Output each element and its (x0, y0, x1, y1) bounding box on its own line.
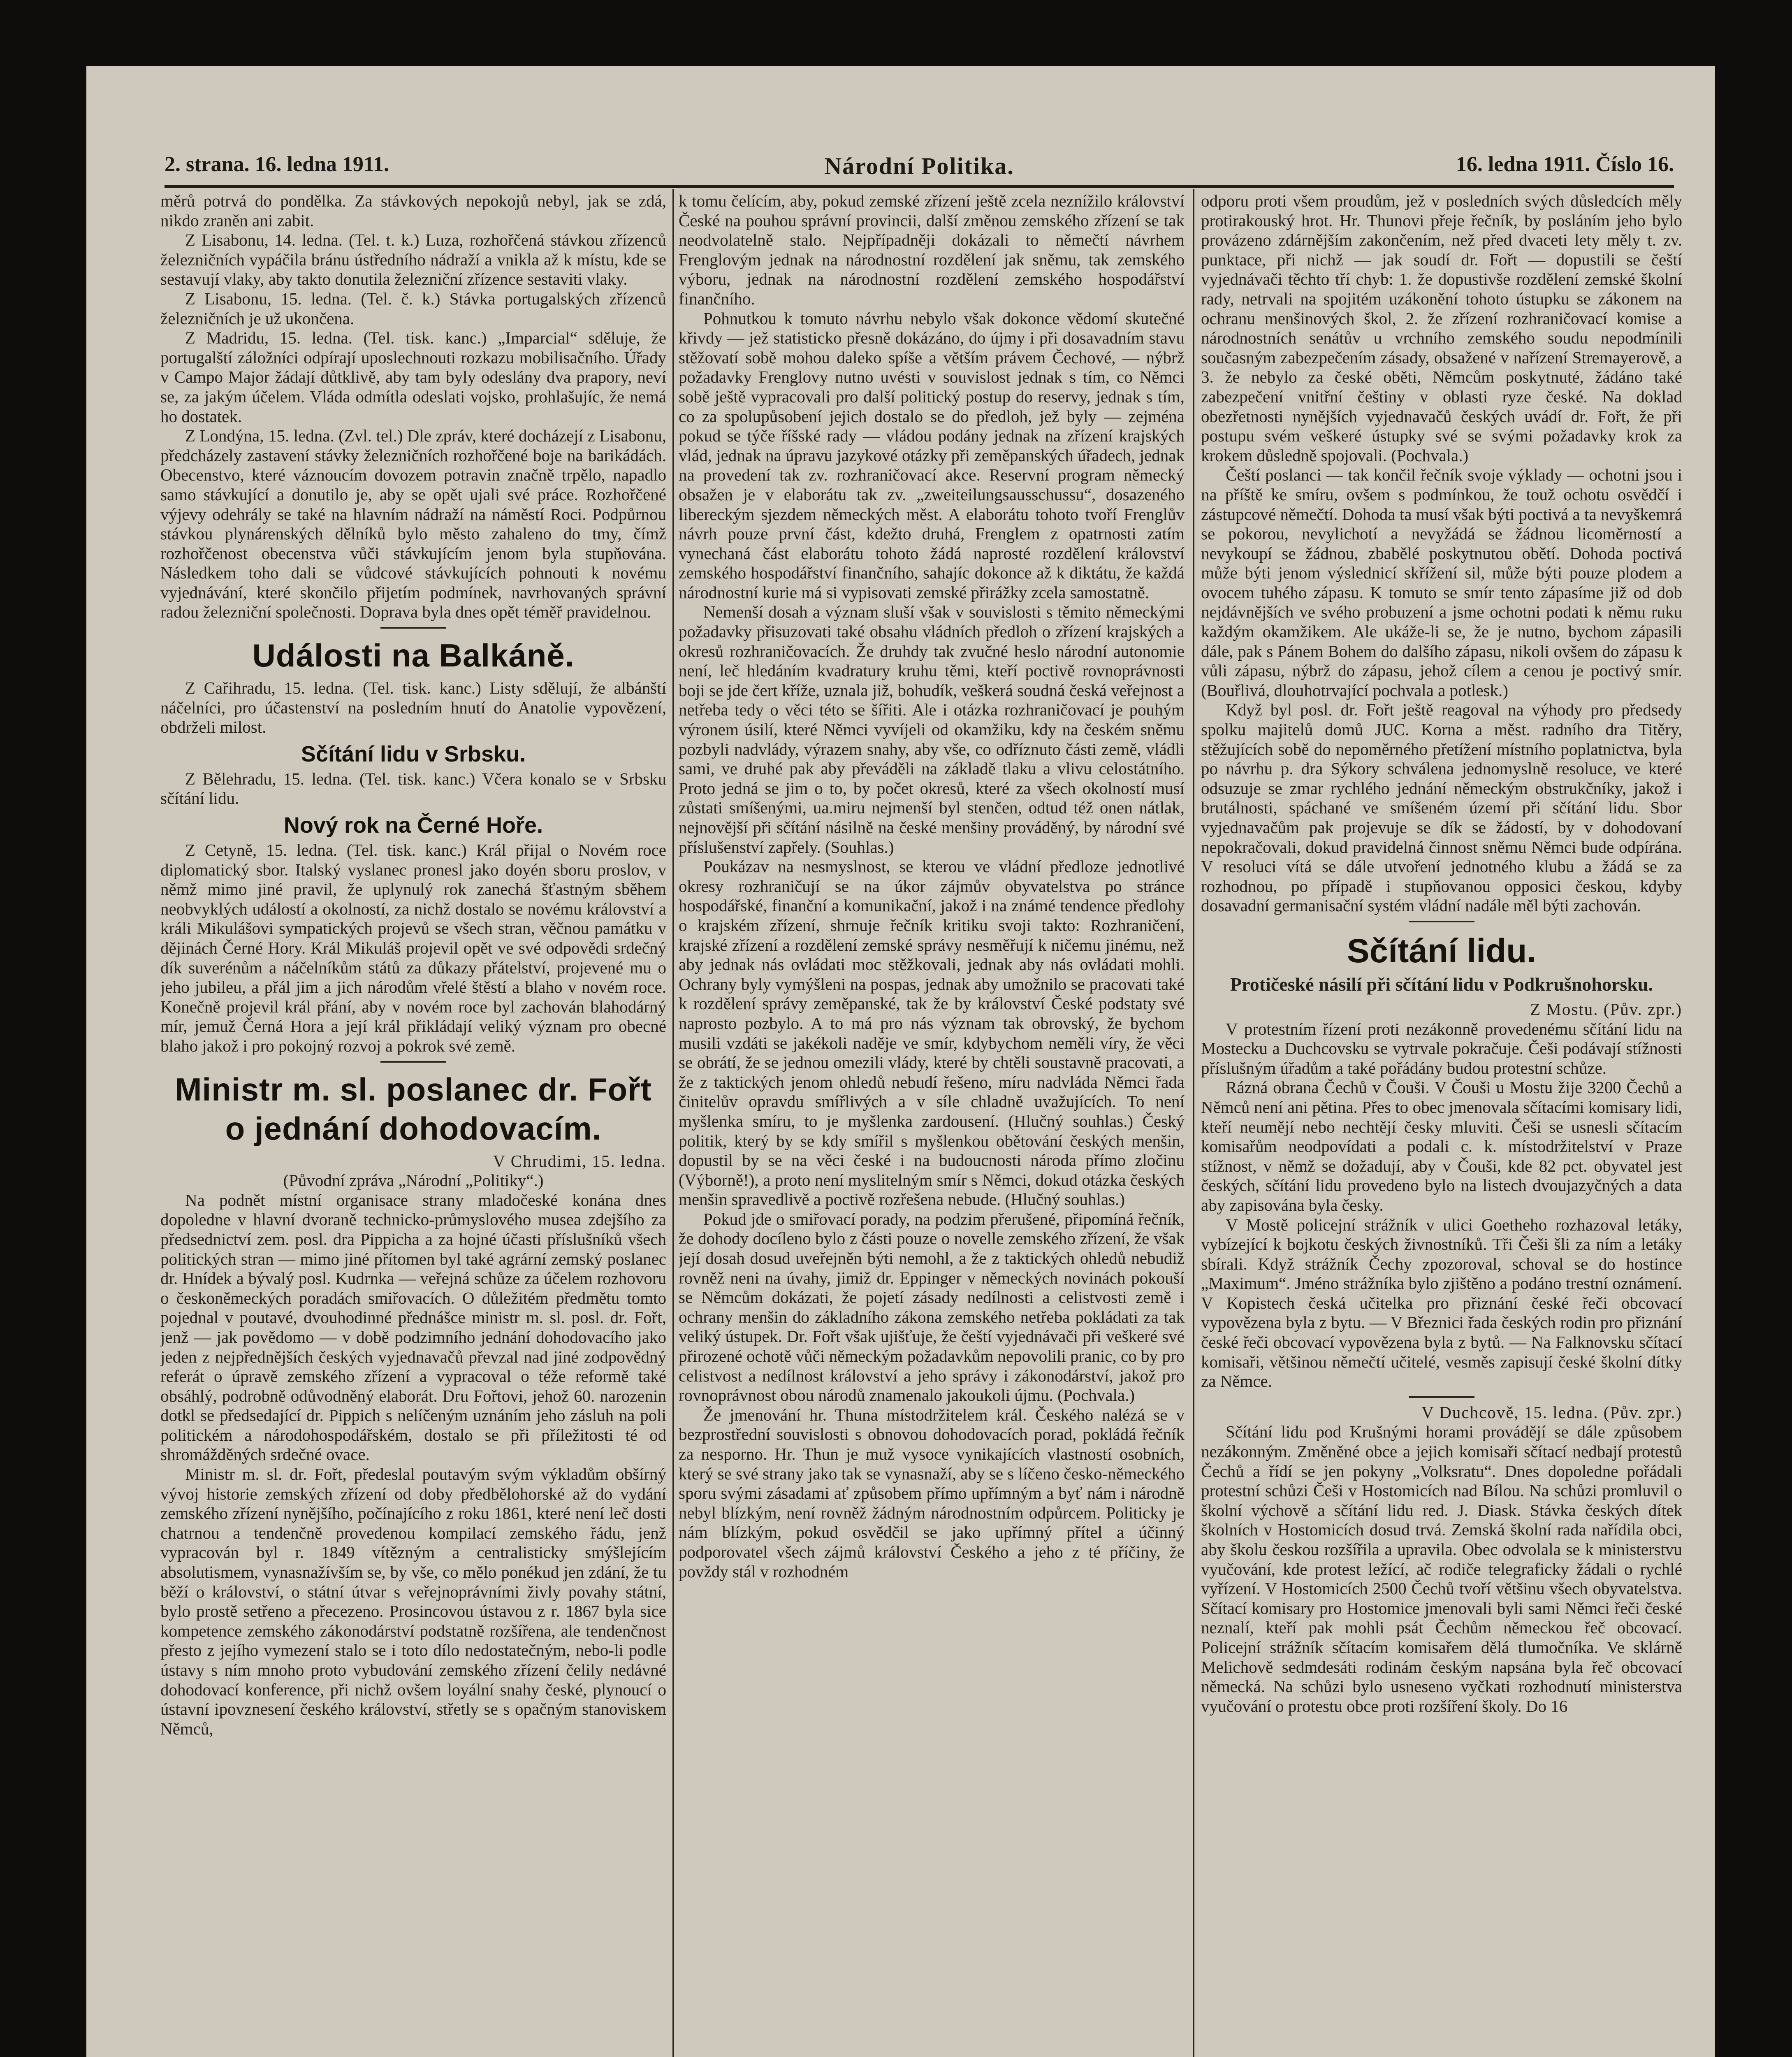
article-paragraph: měrů potrvá do pondělka. Za stávkových nepokojů nebyl, jak se zdá, nikdo zraněn ani zabit. (160, 191, 666, 230)
article-paragraph: Z Londýna, 15. ledna. (Zvl. tel.) Dle zpráv, které docházejí z Lisabonu, předcházely zastavení stávky železničních rozhořčené boje na barikádách. Obecenstvo, které váznoucím dovozem potravin značně trpělo, napadlo samo stávkující a donutilo je, aby se opět ujali své práce. Rozhořčené výjevy odehrály se také na hlavním nádraží na náměstí Roci. Podpůrnou stávkou plynárenských dělníků bylo město zahaleno do tmy, čímž rozhořčenost obecenstva vůči stávkujícím jenom byla stupňována. Následkem toho dali se vůdcové stávkujících pohnouti k novému vyjednávání, které skončilo přijetím podmínek, navrhovaných správní radou železniční společnosti. Doprava byla dnes opět téměř pravidelnou. (160, 426, 666, 622)
column-divider (672, 189, 674, 2057)
section-divider (380, 1061, 446, 1063)
article-paragraph: Nemenší dosah a význam sluší však v souvislosti s těmito německými požadavky přisuzovati také obsahu vládních předloh o zřízení krajských a okresů rozhraničovacích. Že druhdy tak zvučné heslo národní autonomie není, leč hledáním kvadratury kruhu těmi, kteří poctivě rovnoprávnosti boji se jde čert kříže, uznala již, bohudík, veškerá soudná česká veřejnost a netřeba tedy o věci této se šířiti. Ale i otázka rozhraničovací je pouhým výronem úsilí, které Němci vyvíjeli od okamžiku, kdy na českém sněmu pozbyli nadvlády, výrazem snahy, aby vše, co odříznuto části země, vládli sami, ve druhé pak aby převáděli na základě tlaku a vlivu celostátního. Proto jedná se jim o to, by počet okresů, které za všech okolností musí zůstati smíšenými, ua.miru nejmenší byl stenčen, odtud též onen nátlak, nejnovější při sčítání násilně na české menšiny prováděný, by národní své příslušenství zapřely. (Souhlas.) (679, 602, 1185, 857)
newspaper-page (86, 66, 1715, 2057)
article-paragraph: Když byl posl. dr. Fořt ještě reagoval na výhody pro předsedy spolku majitelů domů JUC. Korna a měst. radního dra Titěry, stěžujících sobě do nepoměrného přetížení místního poplatnictva, byla po návrhu p. dra Sýkory schválena jednomyslně resoluce, ve které odsuzuje se zmar rychlého jednání německým obstrukčníky, jakož i brutálnosti, spáchané ve smíšeném území při sčítání lidu. Sbor vyjednavačům pak projevuje se dík se žádostí, by v dohodovaní nepokračovali, dokud pravidelná činnost sněmu Němci bude odpírána. V resoluci vítá se dále utvoření jednotného klubu a žádá se za rozhodnou, po případě i stupňovanou opposici českou, kdyby dosavadní germanisační systém vládní nadále měl býti zachován. (1201, 700, 1682, 915)
article-paragraph: Sčítání lidu pod Krušnými horami provádějí se dále způsobem nezákonným. Změněné obce a jejich komisaři sčítací nedbají protestů Čechů a řídí se jen pokyny „Volksratu“. Dnes dopoledne pořádali protestní schůzi Češi v Hostomicích nad Bílou. Na schůzi promluvil o školní výchově a sčítání lidu red. J. Diask. Stávka českých dítek školních v Hostomicích dosud trvá. Zemská školní rada nařídila obci, aby školu českou rozšířila a upravila. Obec odvolala se k ministerstvu vyučování, kde protest ležící, ač rodiče telegraficky žádali o rychlé vyřízení. V Hostomicích 2500 Čechů tvoří většinu všech obyvatelstva. Sčítací komisary pro Hostomice jmenovali byli sami Němci řeči české neznalí, kteří pak mohli psát Čechům německou řeč obcovací. Policejní strážník sčítacím komisařem dělá tlumočníka. Ve sklárně Melichově sedmdesáti rodinám českým napsána byla řeč obcovací německá. Na schůzi bylo usneseno vyčkati rozhodnutí ministerstva vyučování o protestu obce proti rozšíření školy. Do 16 (1201, 1422, 1682, 1716)
header-page-date: 2. strana. 16. ledna 1911. (165, 153, 389, 176)
subheading-cerna-hora: Nový rok na Černé Hoře. (283, 813, 543, 838)
article-paragraph: Z Cařihradu, 15. ledna. (Tel. tisk. kanc.) Listy sdělují, že albánští náčelníci, pro účastenství na posledním hnutí do Anatolie vypovězení, obdrželi milost. (160, 678, 666, 737)
article-paragraph: Z Lisabonu, 15. ledna. (Tel. č. k.) Stávka portugalských zřízenců železničních je už ukončena. (160, 289, 666, 328)
section-heading-scitani: Sčítání lidu. (1347, 932, 1537, 970)
article-headline-ministr: Ministr m. sl. poslanec dr. Fořt o jednání dohodovacím. (175, 1071, 652, 1147)
article-paragraph: Poukázav na nesmyslnost, se kterou ve vládní předloze jednotlivé okresy rozhraničují se na úkor zájmův obyvatelstva po stránce hospodářské, finanční a komunikační, jakož i na známé tendence předlohy o krajském zřízení, shrnuje řečník kritiku svoji takto: Rozhraničení, krajské zřízení a rozdělení zemské správy nesměřují k ničemu jinému, než aby jednak nás ovládati moc stěžkovali, jednak aby nás ovládati mohli. Ochrany byly vymýšleni na pospas, jednak aby umožnilo se pracovati také k rozdělení správy zeměpanské, tak že by království České podstaty své naprosto pozbylo. A to má pro nás význam tak obrovský, že bychom musili vzdáti se jakékoli naděje ve smír, kdybychom neměli víry, že věci se obrátí, že se jednou omezili vlády, které by chtěli soustavně pracovati, a že z taktických jenom ohledů nebudí řešeno, míru nadvláda Němci řada činitelův opravdu smířlivých a v síle chladně uvažujících. To není myšlenka smíru, to je myšlenka zardousení. (Hlučný souhlas.) Český politik, který by se kdy smířil s myšlenkou obětování českých menšin, dopustil by se na věci české i na budoucnosti národa přímo zločinu (Výborně!), a proto není myslitelným smír s Němci, dokud otázka českých menšin spravedlivě a poctivě rozřešena nebude. (Hlučný souhlas.) (679, 857, 1185, 1209)
column-2 (679, 191, 1185, 2057)
article-paragraph: Pokud jde o smiřovací porady, na podzim přerušené, připomíná řečník, že dohody docíleno bylo z části pouze o novelle zemského zřízení, že však její dosah dosud uveřejněn býti nemohl, a že z taktických ohledů nebudiž rovněž neni na úvahy, jimiž dr. Eppinger v německých novinách pokouší se Němcům dokázati, že pojetí zásady nedílnosti a celistvosti země i ochrany menšin do základního zákona zemského netřeba pokládati za tak veliký ústupek. Dr. Fořt však ujišťuje, že čeští vyjednávači při veškeré své přirozené ochotě vůči německým požadavkům nepovolili pranic, co by pro celistvost a nedílnost království a jeho správy i zákonodárství, jakož pro rovnoprávnost obou národů znamenalo jakoukoli újmu. (Pochvala.) (679, 1209, 1185, 1405)
article-paragraph: Pohnutkou k tomuto návrhu nebylo však dokonce vědomí skutečné křivdy — jež statisticko přesně dokázáno, do újmy i při dosavadním stavu stěžovatí sobě mohou daleko spíše a větším právem Čechové, — nýbrž požadavky Frenglovy nutno uvésti v souvislost jednak s tím, co Němci sobě ještě vypracovali pro další politický postup do reservy, jednak s tím, co za spolupůsobení jejich dostalo se do předloh, jež byly — zejména pokud se týče říšské rady — vládou podány jednak na zřízení krajských vlád, jednak na úpravu jazykové otázky při zeměpanských úřadech, jednak na provedení tak zv. rozhraničovací akce. Reservní program německý obsažen je v elaborátu tak zv. „zweiteilungsausschussu“, dosazeného libereckým sjezdem německých měst. A elaborátu tohoto tvoří Frenglův návrh pouze první část, kdežto druhá, Frenglem z opatrnosti zatím vynechaná část elaborátu tohoto žádá naprosté rozdělení království zemského hospodářství finančního, sahajíc dokonce až k diktátu, že každá národnostní kurie má si vypisovati zemské přirážky zcela samostatně. (679, 309, 1185, 602)
section-heading-balkan: Události na Balkáně. (252, 637, 575, 674)
column-divider (1193, 189, 1194, 2057)
article-paragraph: k tomu čelícím, aby, pokud zemské zřízení ještě zcela neznížilo království České na pouhou správní provincii, další změnou zemského zřízení se tak neodvolatelně stalo. Nejpřípadněji dokázali to němečtí návrhem Frenglovým jednak na národnostní rozdělení jak sněmu, tak zemského výboru, jednak na národnostní rozdělení zemského hospodářství finančního. (679, 191, 1185, 308)
article-paragraph: Rázná obrana Čechů v Čouši. V Čouši u Mostu žije 3200 Čechů a Němců není ani pětina. Přes to obec jmenovala sčítacími komisary lidi, kteří neumějí nebo nechtějí česky mluviti. Češi se usnesli sčítacím komisařům neodpovídati a podali c. k. místodržitelství v Praze stížnost, v němž se dožadují, aby v Čouši, kde 82 pct. obyvatel jest českých, sčítání lidu provedeno bylo na listech dvoujazyčných a data aby zapisována byla česky. (1201, 1078, 1682, 1214)
article-paragraph: odporu proti všem proudům, jež v posledních svých důsledcích měly protirakouský hrot. Hr. Thunovi přeje řečník, by posláním jeho bylo provázeno zdárnějším zakončením, než před dvaceti lety měly t. zv. punktace, při nichž — jak soudí dr. Fořt — dopustili se čeští vyjednávači těchto tří chyb: 1. že dopustivše rozdělení zemské školní rady, netrvali na spojitém uzákonění tohoto ústupku se zákonem na ochranu menšinových škol, 2. že zřízení rozhraničovací komise a národnostních senátův u vrchního zemského soudu nepodmínili současným zabezpečením zásady, obsažené v nařízení Stremayerově, a 3. že nebylo za české oběti, Němcům poskytnuté, žádáno také zabezpečení vnitřní češtiny v oblasti ryze české. Na doklad obezřetnosti nynějších vyjednavačů českých uvádí dr. Fořt, že při postupu svém veškeré ústupky své se svými požadavky krok za krokem důsledně spojovali. (Pochvala.) (1201, 191, 1682, 465)
article-paragraph: Na podnět místní organisace strany mladočeské konána dnes dopoledne v hlavní dvoraně technicko-průmyslového musea zdejšího za předsednictví zem. posl. dra Pippicha a za hojné účasti příslušníků všech politických stran — mimo jiné přítomen byl také agrární zemský poslanec dr. Hnídek a bývalý posl. Kudrnka — veřejná schůze za účelem rozhovoru o českoněmeckých poradách smiřovacích. O důležitém předmětu tomto pojednal v poutavé, dvouhodinné přednášce ministr m. sl. posl. dr. Fořt, jenž — jak povědomo — v době podzimního jednání dohodovacího jako jeden z nejpřednějších českých vyjednavačů převzal nad jiné zodpovědný referát o úpravě zemského zřízení a vypracoval o téže reformě také obsáhlý, podrobně odůvodněný elaborát. Dru Fořtovi, jehož 60. narozenin dotkl se předsedající dr. Pippich s nelíčeným uznáním jeho zásluh na poli politickém a národohospodářském, dostalo se při příležitosti té od shromážděných srdečné ovace. (160, 1190, 666, 1464)
article-subheading: Protičeské násilí při sčítání lidu v Podkrušnohorsku. (1230, 973, 1653, 995)
page-header (165, 152, 1674, 183)
article-paragraph: V protestním řízení proti nezákonně provedenému sčítání lidu na Mostecku a Duchcovsku se vytrvale pokračuje. Češi podávají stížnosti příslušným úřadům a také pořádány budou protestní schůze. (1201, 1019, 1682, 1077)
section-divider (380, 627, 446, 629)
article-paragraph: Z Madridu, 15. ledna. (Tel. tisk. kanc.) „Imparcial“ sděluje, že portugalští záložníci odpírají uposlechnouti rozkazu mobilisačního. Úřady v Campo Major žádají důtklivě, aby tam byly odeslány dva prapory, neví se, za jakým účelem. Vláda odmítla odeslati vojsko, prohlašujíc, že nemá ho dostatek. (160, 328, 666, 426)
header-issue-number: 16. ledna 1911. Číslo 16. (1456, 153, 1674, 176)
article-paragraph: Čeští poslanci — tak končil řečník svoje výklady — ochotni jsou i na příště ke smíru, ovšem s podmínkou, že touž ochotu osvědčí i zástupcové němečtí. Dohoda ta musí však býti poctivá a ta nevyškemrá se pokorou, nevylichotí a nevyžádá se žádnou licoměrností a nevykoupí se žádnou, zbabělé poskytnutou obětí. Dohoda poctivá může býti jenom výslednicí skřížení sil, může býti pouze plodem a ovocem tuhého zápasu. K tomuto se smír tento zápasíme již od dob nejdávnějších ve svého probuzení a jsme ochotni podati k němu ruku každým okamžikem. Ale ukáže-li se, že je nutno, bychom zápasili dále, pak s Pánem Bohem do dalšího zápasu, nikoli ovšem do zápasu k vůli zápasu, nýbrž do zápasu, jehož cílem a cenou je poctivý smír. (Bouřlivá, dlouhotrvající pochvala a potlesk.) (1201, 465, 1682, 700)
section-divider (1409, 921, 1474, 922)
article-paragraph: Z Cetyně, 15. ledna. (Tel. tisk. kanc.) Král přijal o Novém roce diplomatický sbor. Italský vyslanec pronesl jako doyén sboru proslov, v němž mimo jiné pravil, že uplynulý rok zanechá šťastným sběhem neobvyklých událostí a okolností, za nichž dostalo se novému království a králi Mikulášovi sympatických projevů se všech stran, věčnou památku v dějinách Černé Hory. Král Mikuláš projevil opět ve své odpovědi srdečný dík suverénům a náčelníkům států za důkazy přátelství, projevené mu o jeho jubileu, a přál jim a jich národům vřelé štěstí a blaho v novém roce. Konečně projevil král přání, aby v novém roce byl zachován blahodárný mír, jemuž Černá Hora a její král přikládají veliký význam pro obecné blaho jakož i pro pokojný rozvoj a pokrok své země. (160, 840, 666, 1055)
source-note: (Původní zpráva „Národní „Politiky“.) (283, 1171, 544, 1190)
column-3 (1201, 191, 1682, 2057)
masthead-title: Národní Politika. (824, 153, 1014, 179)
article-paragraph: Z Bělehradu, 15. ledna. (Tel. tisk. kanc.) Včera konalo se v Srbsku sčítání lidu. (160, 769, 666, 808)
article-paragraph: Že jmenování hr. Thuna místodržitelem král. Českého nalézá se v bezprostřední souvislosti s obnovou dohodovacích porad, pokládá řečník za nesporno. Hr. Thun je muž vysoce vynikajících vlastností osobních, který se své strany jako tak se vynasnaží, aby se s líčeno česko-německého sporu svými zásadami ať způsobem přímo upřímným a byť nám i národně nebyl blízkým, není rovněž žádným národnostním odpůrcem. Politicky je nám blízkým, pokud osvědčil se jako upřímný přítel a účinný podporovatel všech zájmů království Českého a jeho z té příčiny, že povždy stál v rozhodném (679, 1405, 1185, 1581)
dateline: Z Mostu. (Pův. zpr.) (1530, 999, 1682, 1019)
article-paragraph: Z Lisabonu, 14. ledna. (Tel. t. k.) Luza, rozhořčená stávkou zřízenců železničních vypáčila bránu ústředního nádraží a vnikla až k místu, kde se sestavují vlaky, aby takto donutila železniční zřízence sestaviti vlaky. (160, 230, 666, 289)
dateline: V Chrudimi, 15. ledna. (493, 1151, 666, 1170)
section-divider (1409, 1396, 1474, 1398)
subheading-srbsko: Sčítání lidu v Srbsku. (301, 741, 526, 766)
dateline: V Duchcově, 15. ledna. (Pův. zpr.) (1421, 1402, 1682, 1422)
header-rule (165, 185, 1674, 188)
column-1 (160, 191, 666, 2057)
article-paragraph: V Mostě policejní strážník v ulici Goetheho rozhazoval letáky, vybízející k bojkotu českých živnostníků. Tři Češi šli za ním a letáky sbírali. Když strážník Čechy zpozoroval, schoval se do hostince „Maximum“. Jméno strážníka bylo zjištěno a podáno trestní oznámení. V Kopistech česká učitelka pro přiznání české řeči obcovací vypovězena byla z bytu. — V Březnici řada českých rodin pro přiznání české řeči obcovací vypovězena byla z bytů. — Na Falknovsku sčítací komisaři, většinou němečtí učitelé, vesměs zapisují české školní dítky za Němce. (1201, 1215, 1682, 1391)
article-paragraph: Ministr m. sl. dr. Fořt, předeslal poutavým svým výkladům obšírný vývoj historie zemských zřízení od doby předbělohorské až do vydání zemského zřízení nynějšího, počínajícího z roku 1861, které není leč dosti chatrnou a tendenčně provedenou kompilací zemského řádu, jenž vypracován byl r. 1849 vítězným a centralisticky smýšlejícím absolutismem, vynasnažívším se, by vše, co mělo ponékud jen zdání, že tu běží o království, o státní útvar s veřejnoprávními živly povahy státní, bylo prostě setřeno a přecezeno. Prosincovou ústavou z r. 1867 byla sice kompetence zemského zákonodárství podstatně rozšířena, ale tendenčnost přesto z jejího vymezení stalo se i toto dílo nedostatečným, nebo-li podle ústavy s ním mnoho proto vybudování zemského zřízení čelily nedávné dohodovací konference, při nichž ovšem loyální snahy české, plynoucí o ústavní ipovznesení českého království, střetly se s opačným stanoviskem Němců, (160, 1465, 666, 1738)
